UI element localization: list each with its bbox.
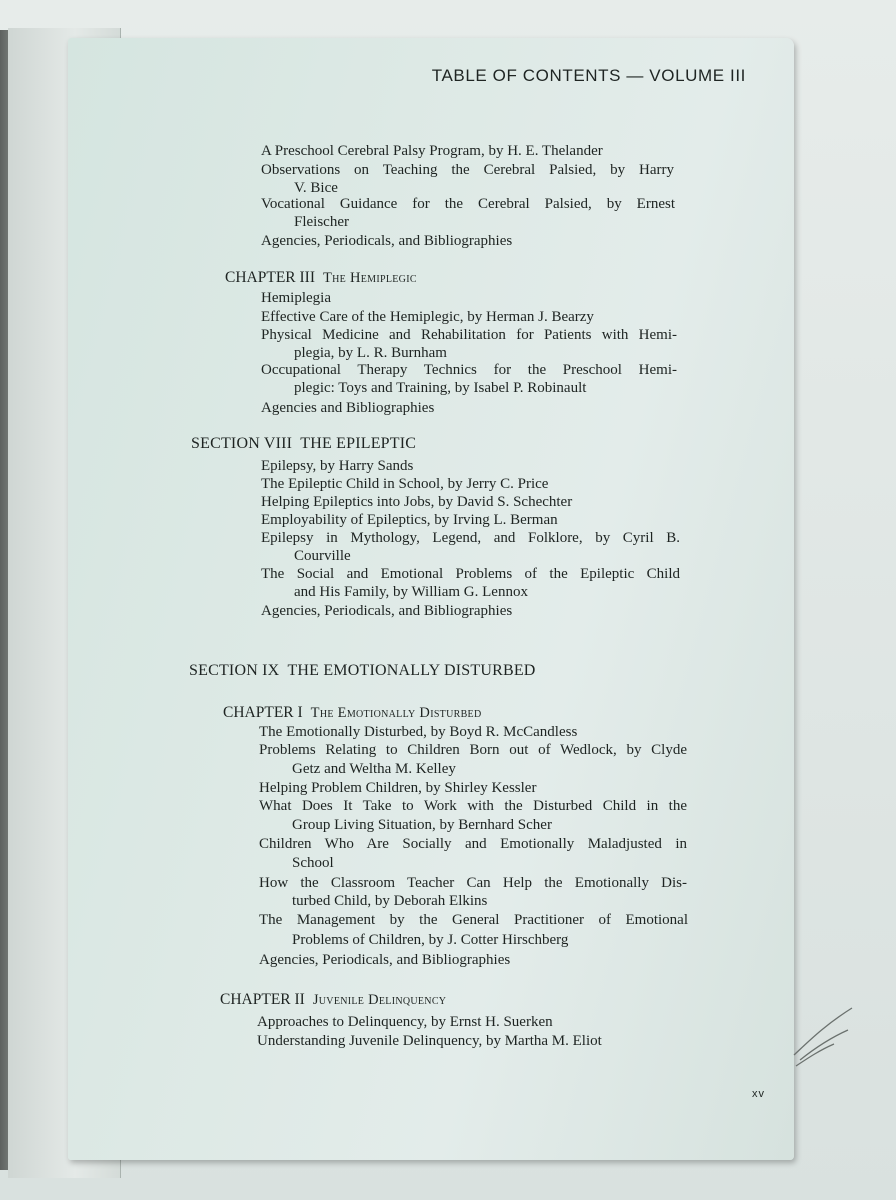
chapter-label: CHAPTER III — [225, 269, 315, 286]
chapter-title: Juvenile Delinquency — [312, 992, 447, 1008]
toc-entry: Physical Medicine and Rehabilitation for Patients with Hemi- — [261, 327, 677, 343]
page-number: xv — [752, 1088, 765, 1100]
chapter-heading — [220, 991, 446, 1009]
toc-entry: Agencies, Periodicals, and Bibliographies — [259, 952, 511, 968]
toc-entry: Agencies, Periodicals, and Bibliographies — [261, 233, 513, 249]
toc-entry: Vocational Guidance for the Cerebral Palsied, by Ernest — [261, 196, 675, 212]
toc-entry-continuation: and His Family, by William G. Lennox — [294, 584, 528, 600]
chapter-title: The Emotionally Disturbed — [310, 705, 482, 721]
toc-entry: A Preschool Cerebral Palsy Program, by H. E. Thelander — [261, 143, 603, 159]
toc-entry: The Social and Emotional Problems of the Epileptic Child — [261, 566, 680, 582]
toc-entry: What Does It Take to Work with the Disturbed Child in the — [259, 798, 687, 814]
toc-entry-continuation: turbed Child, by Deborah Elkins — [292, 893, 488, 909]
toc-entry: How the Classroom Teacher Can Help the Emotionally Dis- — [259, 875, 687, 891]
chapter-heading — [223, 704, 481, 722]
section-heading — [191, 435, 416, 452]
chapter-label: CHAPTER II — [220, 991, 305, 1008]
toc-entry-continuation: Group Living Situation, by Bernhard Scher — [292, 817, 552, 833]
toc-entry: Helping Problem Children, by Shirley Kessler — [259, 780, 537, 796]
toc-entry: Hemiplegia — [261, 290, 331, 306]
pencil-scribble-icon — [790, 1000, 860, 1070]
chapter-heading — [225, 269, 417, 287]
toc-entry: Children Who Are Socially and Emotionally Maladjusted in — [259, 836, 687, 852]
section-label: SECTION IX — [189, 662, 280, 679]
toc-entry: Problems Relating to Children Born out of Wedlock, by Clyde — [259, 742, 687, 758]
toc-entry: Agencies, Periodicals, and Bibliographies — [261, 603, 513, 619]
toc-entry: Agencies and Bibliographies — [261, 400, 435, 416]
toc-entry-continuation: Fleischer — [294, 214, 349, 230]
toc-entry: Epilepsy, by Harry Sands — [261, 458, 414, 474]
toc-entry-continuation: plegia, by L. R. Burnham — [294, 345, 447, 361]
toc-entry-continuation: plegic: Toys and Training, by Isabel P. Robinault — [294, 380, 587, 396]
toc-entry: Observations on Teaching the Cerebral Palsied, by Harry — [261, 162, 674, 178]
toc-entry-continuation: Getz and Weltha M. Kelley — [292, 761, 456, 777]
toc-entry: The Epileptic Child in School, by Jerry C. Price — [261, 476, 549, 492]
running-head: TABLE OF CONTENTS — VOLUME III — [431, 66, 746, 85]
section-title: THE EPILEPTIC — [300, 435, 417, 452]
toc-entry: Epilepsy in Mythology, Legend, and Folklore, by Cyril B. — [261, 530, 680, 546]
chapter-label: CHAPTER I — [223, 704, 303, 721]
chapter-title: The Hemiplegic — [322, 270, 417, 286]
toc-entry: Employability of Epileptics, by Irving L. Berman — [261, 512, 558, 528]
toc-entry: Approaches to Delinquency, by Ernst H. Suerken — [257, 1014, 553, 1030]
section-heading — [189, 662, 536, 679]
toc-entry-continuation: V. Bice — [294, 180, 338, 196]
toc-entry: Helping Epileptics into Jobs, by David S. Schechter — [261, 494, 573, 510]
toc-entry-continuation: Problems of Children, by J. Cotter Hirschberg — [292, 932, 569, 948]
section-title: THE EMOTIONALLY DISTURBED — [287, 662, 536, 679]
toc-entry: Understanding Juvenile Delinquency, by Martha M. Eliot — [257, 1033, 602, 1049]
toc-entry-continuation: Courville — [294, 548, 351, 564]
toc-entry-continuation: School — [292, 855, 334, 871]
section-label: SECTION VIII — [191, 435, 293, 452]
toc-entry: Occupational Therapy Technics for the Preschool Hemi- — [261, 362, 677, 378]
toc-entry: Effective Care of the Hemiplegic, by Herman J. Bearzy — [261, 309, 594, 325]
toc-entry: The Management by the General Practitioner of Emotional — [259, 912, 688, 928]
toc-entry: The Emotionally Disturbed, by Boyd R. McCandless — [259, 724, 578, 740]
